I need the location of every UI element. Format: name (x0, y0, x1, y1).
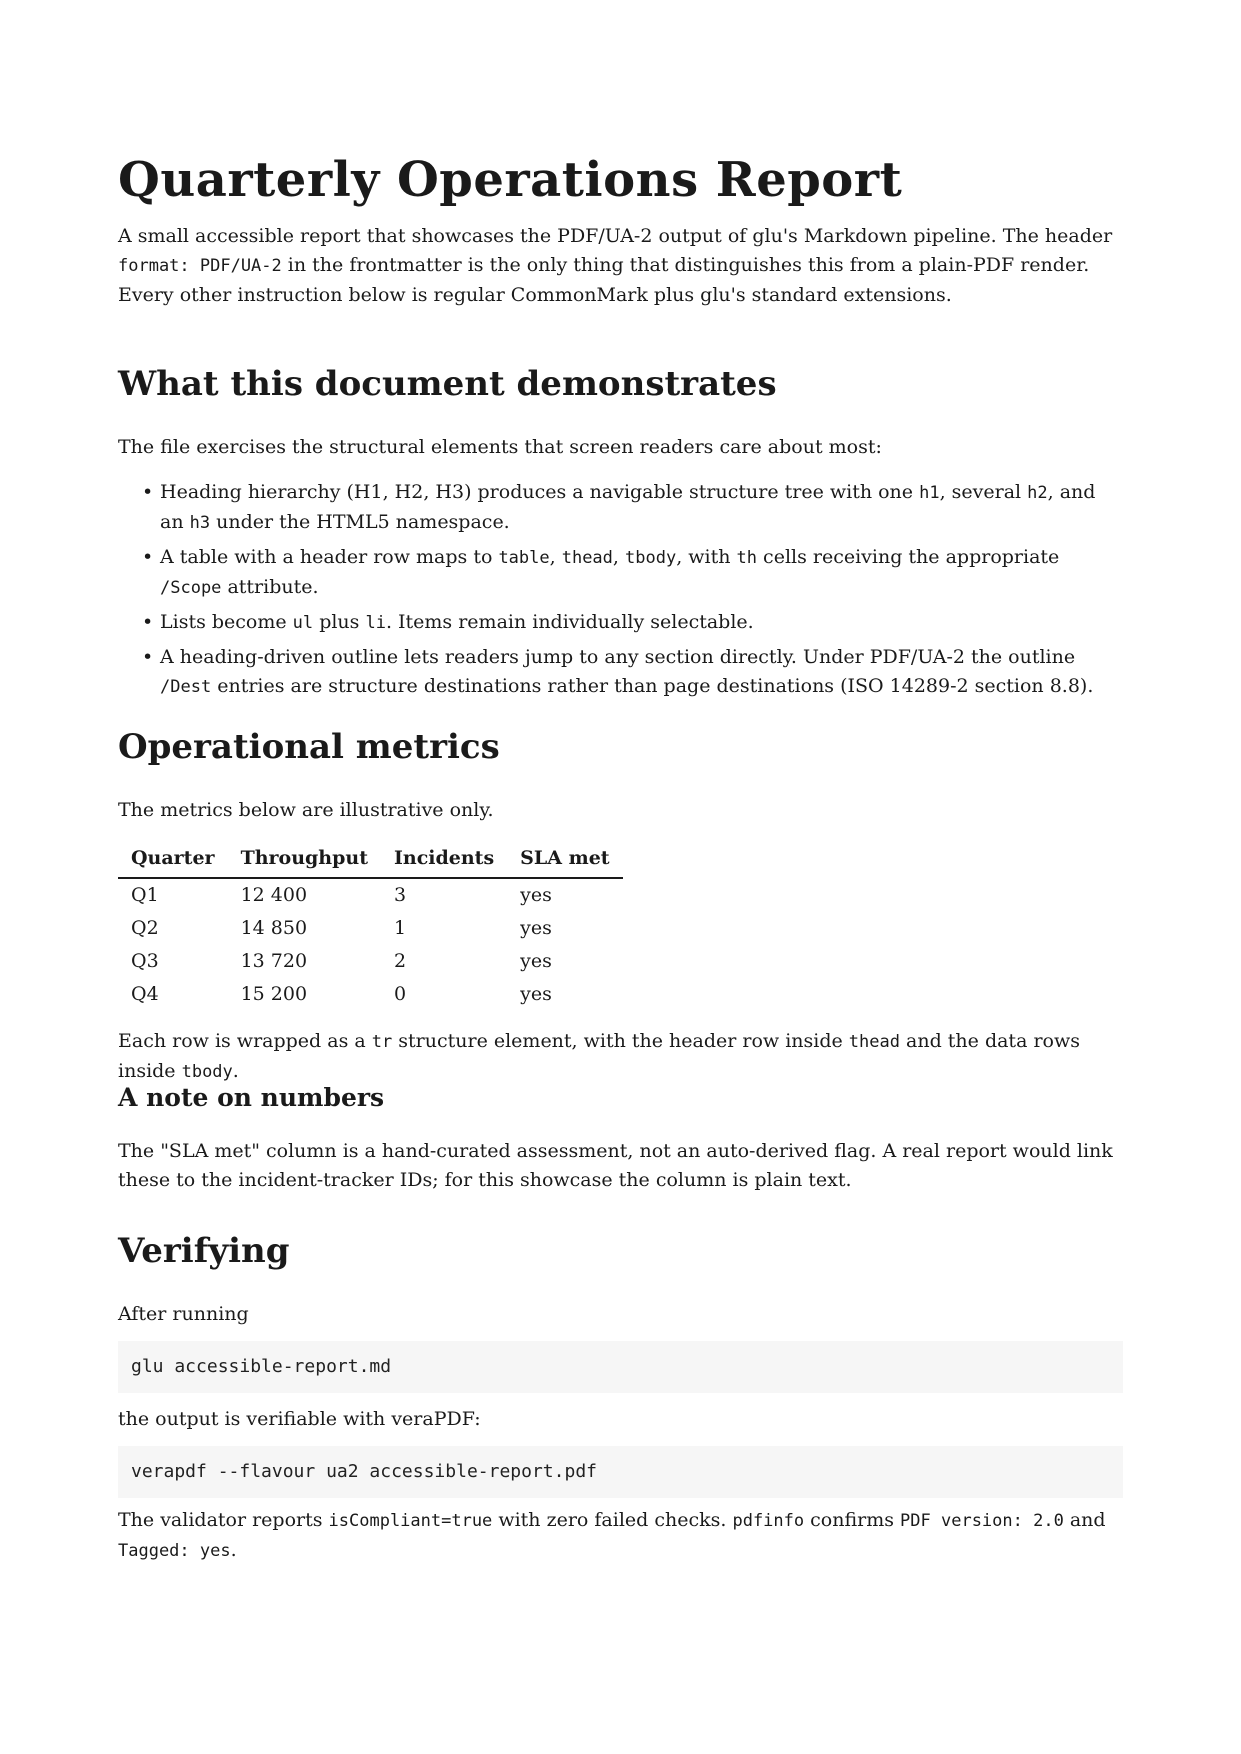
table-cell: 14 850 (240, 917, 308, 939)
table-cell: 12 400 (240, 884, 308, 906)
section-heading-metrics: Operational metrics (118, 727, 500, 767)
inline-code: format: PDF/UA-2 (118, 256, 282, 276)
table-cell: Q4 (131, 983, 159, 1005)
column-header: Quarter (118, 843, 228, 878)
document-title: Quarterly Operations Report (118, 152, 903, 208)
subsection-heading-numbers: A note on numbers (118, 1083, 385, 1112)
list-item: • Heading hierarchy (H1, H2, H3) produces a navigable structure tree with one h1, several h2, and an h3 under the HTML5 namespace. (118, 478, 1123, 538)
table-header-row (118, 843, 623, 878)
list-item: • A table with a header row maps to table, thead, tbody, with th cells receiving the appropriate /Scope attribute. (118, 543, 1123, 603)
table-caption-paragraph: Each row is wrapped as a tr structure element, with the header row inside thead and the data rows inside tbody. (118, 1030, 1080, 1082)
table-cell: yes (520, 950, 552, 972)
code-block-run: glu accessible-report.md (118, 1341, 1123, 1393)
column-header: SLA met (507, 843, 622, 878)
table-cell: 2 (394, 950, 407, 972)
verifying-lead: After running (118, 1303, 249, 1325)
table-row (118, 945, 623, 978)
table-cell: Q2 (131, 917, 159, 939)
code-block-verapdf: verapdf --flavour ua2 accessible-report.pdf (118, 1446, 1123, 1498)
verifying-mid: the output is verifiable with veraPDF: (118, 1408, 481, 1430)
intro-paragraph (118, 222, 1123, 310)
table-cell: yes (520, 917, 552, 939)
table-cell: Q1 (131, 884, 159, 906)
intro-text: A small accessible report that showcases the PDF/UA-2 output of glu's Markdown pipeline. The header (118, 225, 1113, 247)
intro-text: in the frontmatter is the only thing that distinguishes this from a plain-PDF render. Every other instruction below is regular CommonMark plus glu's standard extensions. (118, 254, 1090, 306)
list-item: • Lists become ul plus li. Items remain individually selectable. (118, 608, 1123, 638)
table-row (118, 912, 623, 945)
table-row (118, 978, 623, 1011)
table-cell: 13 720 (240, 950, 308, 972)
feature-list (118, 478, 1123, 707)
metrics-table (118, 843, 623, 1011)
column-header: Incidents (381, 843, 507, 878)
table-cell: yes (520, 884, 552, 906)
table-cell: yes (520, 983, 552, 1005)
section1-lead: The file exercises the structural elements that screen readers care about most: (118, 436, 882, 458)
list-item: • A heading-driven outline lets readers jump to any section directly. Under PDF/UA-2 the outline /Dest entries are structure destinations rather than page destinations (ISO 14289-2 section 8.8). (118, 643, 1123, 702)
numbers-paragraph: The "SLA met" column is a hand-curated assessment, not an auto-derived flag. A real report would link these to the incident-tracker IDs; for this showcase the column is plain text. (118, 1140, 1113, 1191)
section2-lead: The metrics below are illustrative only. (118, 799, 494, 821)
table-cell: 1 (394, 917, 407, 939)
section-heading-demonstrates: What this document demonstrates (118, 364, 777, 404)
column-header: Throughput (228, 843, 381, 878)
table-cell: 15 200 (240, 983, 308, 1005)
table-cell: Q3 (131, 950, 159, 972)
section-heading-verifying: Verifying (118, 1231, 290, 1271)
verifying-final: The validator reports isCompliant=true with zero failed checks. pdfinfo confirms PDF version: 2.0 and Tagged: yes. (118, 1509, 1106, 1561)
table-cell: 3 (394, 884, 407, 906)
table-cell: 0 (394, 983, 407, 1005)
table-row (118, 878, 623, 912)
